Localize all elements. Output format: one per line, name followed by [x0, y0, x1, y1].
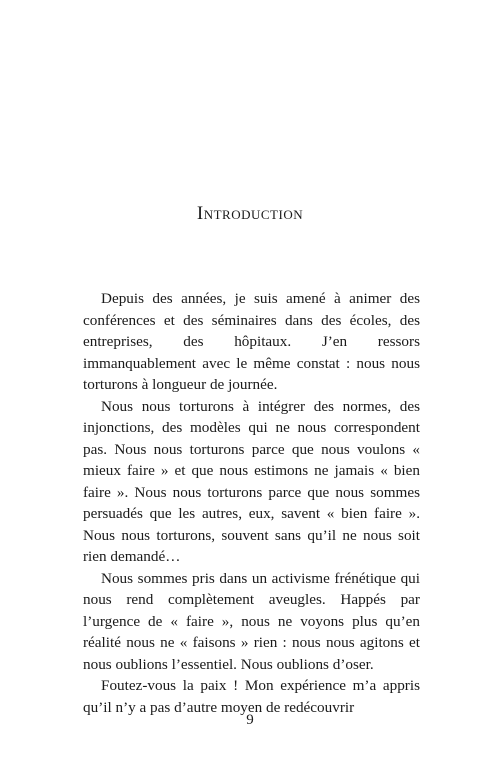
chapter-title: Introduction — [196, 203, 304, 224]
body-text — [83, 288, 420, 718]
paragraph: Foutez-vous la paix ! Mon expérience m’a appris qu’il n’y a pas d’autre moyen de redécouvrir — [83, 677, 420, 716]
page-number: 9 — [246, 712, 254, 728]
paragraph: Depuis des années, je suis amené à animer des conférences et des séminaires dans des écoles, des entreprises, des hôpitaux. J’en ressors immanquablement avec le même constat : nous nous torturons à longueur de journée. — [83, 290, 420, 393]
paragraph: Nous sommes pris dans un activisme frénétique qui nous rend complètement aveugles. Happés par l’urgence de « faire », nous ne voyons plus qu’en réalité nous ne « faisons » rien : nous nous agitons et nous oublions l’essentiel. Nous oublions d’oser. — [83, 569, 420, 673]
paragraph: Nous nous torturons à intégrer des normes, des injonctions, des modèles qui ne nous correspondent pas. Nous nous torturons parce que nous voulons « mieux faire » et que nous estimons ne jamais « bien faire ». Nous nous torturons parce que nous sommes persuadés que les autres, eux, savent « bien faire ». Nous nous torturons, souvent sans qu’il ne nous soit rien demandé… — [83, 397, 420, 565]
